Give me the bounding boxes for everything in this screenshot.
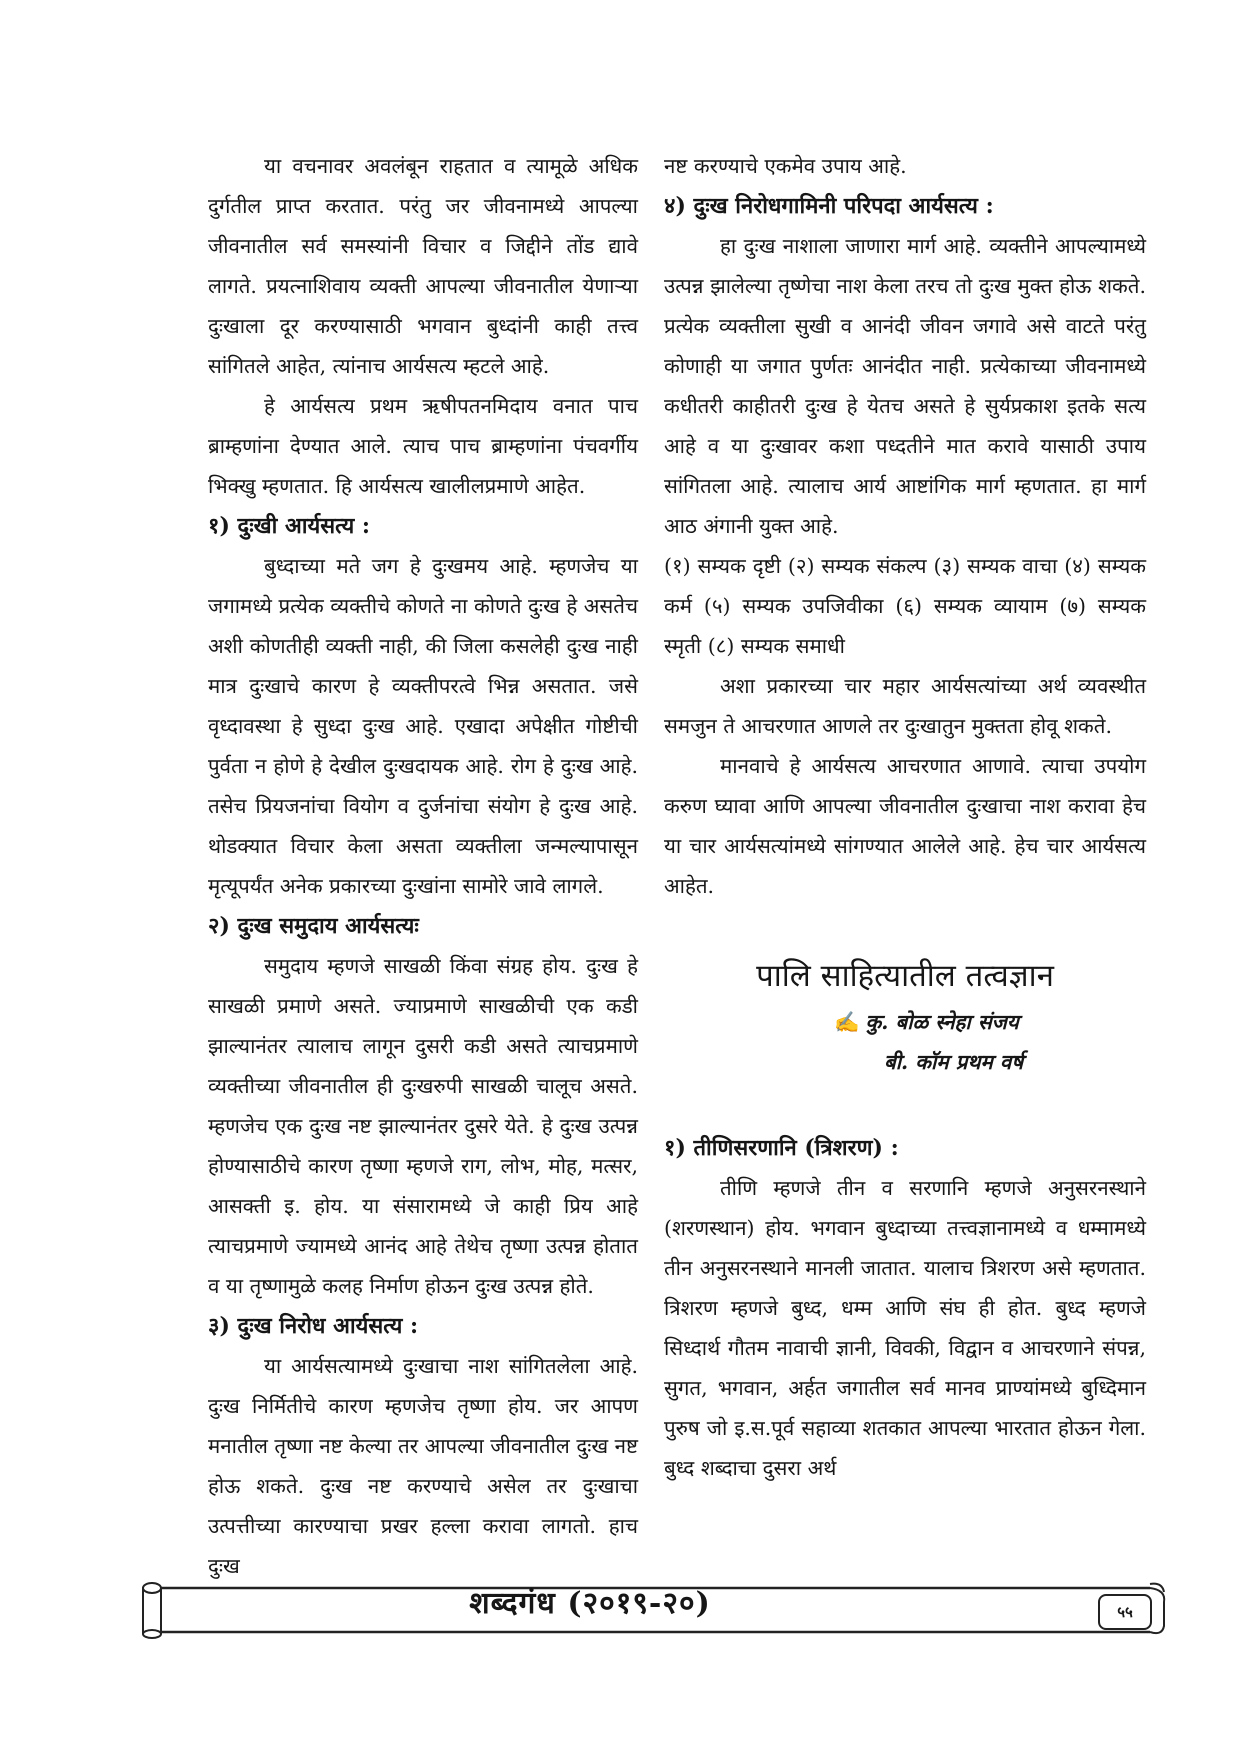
paragraph: समुदाय म्हणजे साखळी किंवा संग्रह होय. दुःख हे साखळी प्रमाणे असते. ज्याप्रमाणे साखळीची एक कडी झाल्यानंतर त्यालाच लागून दुसरी कडी असते त्याचप्रमाणे व्यक्तीच्या जीवनातील ही दुःखरुपी साखळी चालूच असते. म्हणजेच एक दुःख नष्ट झाल्यानंतर दुसरे येते. हे दुःख उत्पन्न होण्यासाठीचे कारण तृष्णा म्हणजे राग, लोभ, मोह, मत्सर, आसक्ती इ. होय. या संसारामध्ये जे काही प्रिय आहे त्याचप्रमाणे ज्यामध्ये आनंद आहे तेथेच तृष्णा उत्पन्न होतात व या तृष्णामुळे कलह निर्माण होऊन दुःख उत्पन्न होते. — [208, 954, 638, 1298]
paragraph: बुध्दाच्या मते जग हे दुःखमय आहे. म्हणजेच या जगामध्ये प्रत्येक व्यक्तीचे कोणते ना कोणते दुःख हे असतेच अशी कोणतीही व्यक्ती नाही, की जिला कसलेही दुःख नाही मात्र दुःखाचे कारण हे व्यक्तीपरत्वे भिन्न असतात. जसे वृध्दावस्था हे सुध्दा दुःख आहे. एखादा अपेक्षीत गोष्टीची पुर्वता न होणे हे देखील दुःखदायक आहे. रोग हे दुःख आहे. तसेच प्रियजनांचा वियोग व दुर्जनांचा संयोग हे दुःख आहे. थोडक्यात विचार केला असता व्यक्तीला जन्मल्यापासून मृत्यूपर्यंत अनेक प्रकारच्या दुःखांना सामोरे जावे लागले. — [208, 554, 638, 898]
paragraph: हे आर्यसत्य प्रथम ऋषीपतनमिदाय वनात पाच ब्राम्हणांना देण्यात आले. त्याच पाच ब्राम्हणांना पंचवर्गीय भिक्खु म्हणतात. हि आर्यसत्य खालीलप्रमाणे आहेत. — [208, 394, 638, 498]
right-column — [664, 146, 1146, 1488]
section-heading: ४) दुःख निरोधगामिनी परिपदा आर्यसत्य : — [664, 193, 994, 219]
paragraph: अशा प्रकारच्या चार महार आर्यसत्यांच्या अर्थ व्यवस्थीत समजुन ते आचरणात आणले तर दुःखातुन मुक्तता होवू शकते. — [664, 674, 1146, 738]
author-name: कु. बोळ स्नेहा संजय — [865, 1010, 1019, 1034]
paragraph: हा दुःख नाशाला जाणारा मार्ग आहे. व्यक्तीने आपल्यामध्ये उत्पन्न झालेल्या तृष्णेचा नाश केला तरच तो दुःख मुक्त होऊ शकते. प्रत्येक व्यक्तीला सुखी व आनंदी जीवन जगावे असे वाटते परंतु कोणाही या जगात पुर्णतः आनंदीत नाही. प्रत्येकाच्या जीवनामध्ये कधीतरी काहीतरी दुःख हे येतच असते हे सुर्यप्रकाश इतके सत्य आहे व या दुःखावर कशा पध्दतीने मात करावे यासाठी उपाय सांगितला आहे. त्यालाच आर्य आष्टांगिक मार्ग म्हणतात. हा मार्ग आठ अंगानी युक्त आहे. — [664, 234, 1146, 538]
article-title: पालि साहित्यातील तत्वज्ञान — [756, 958, 1054, 994]
paragraph: या आर्यसत्यामध्ये दुःखाचा नाश सांगितलेला आहे. दुःख निर्मितीचे कारण म्हणजेच तृष्णा होय. जर आपण मनातील तृष्णा नष्ट केल्या तर आपल्या जीवनातील दुःख नष्ट होऊ शकते. दुःख नष्ट करण्याचे असेल तर दुःखाचा उत्पत्तीच्या कारण्याचा प्रखर हल्ला करावा लागतो. हाच दुःख — [208, 1354, 638, 1578]
paragraph: या वचनावर अवलंबून राहतात व त्यामूळे अधिक दुर्गतील प्राप्त करतात. परंतु जर जीवनामध्ये आपल्या जीवनातील सर्व समस्यांनी विचार व जिद्दीने तोंड द्यावे लागते. प्रयत्नाशिवाय व्यक्ती आपल्या जीवनातील येणाऱ्या दुःखाला दूर करण्यासाठी भगवान बुध्दांनी काही तत्त्व सांगितले आहेत, त्यांनाच आर्यसत्य म्हटले आहे. — [208, 154, 638, 378]
footer-banner — [140, 1580, 1170, 1640]
paragraph: (१) सम्यक दृष्टी (२) सम्यक संकल्प (३) सम्यक वाचा (४) सम्यक कर्म (५) सम्यक उपजिवीका (६) सम्यक व्यायाम (७) सम्यक स्मृती (८) सम्यक समाधी — [664, 554, 1146, 658]
paragraph: मानवाचे हे आर्यसत्य आचरणात आणावे. त्याचा उपयोग करुण घ्यावा आणि आपल्या जीवनातील दुःखाचा नाश करावा हेच या चार आर्यसत्यांमध्ये सांगण्यात आलेले आहे. हेच चार आर्यसत्य आहेत. — [664, 754, 1146, 898]
spacer — [664, 1082, 1146, 1128]
section-heading: ३) दुःख निरोध आर्यसत्य : — [208, 1313, 419, 1339]
author-byline — [664, 1002, 1146, 1042]
paragraph: तीणि म्हणजे तीन व सरणानि म्हणजे अनुसरनस्थाने (शरणस्थान) होय. भगवान बुध्दाच्या तत्त्वज्ञानामध्ये व धम्मामध्ये तीन अनुसरनस्थाने मानली जातात. यालाच त्रिशरण असे म्हणतात. त्रिशरण म्हणजे बुध्द, धम्म आणि संघ ही होत. बुध्द म्हणजे सिध्दार्थ गौतम नावाची ज्ञानी, विवकी, विद्वान व आचरणाने संपन्न, सुगत, भगवान, अर्हत जगातील सर्व मानव प्राण्यांमध्ये बुध्दिमान पुरुष जो इ.स.पूर्व सहाव्या शतकात आपल्या भारतात होऊन गेला. बुध्द शब्दाचा दुसरा अर्थ — [664, 1176, 1146, 1480]
section-heading: १) दुःखी आर्यसत्य : — [208, 513, 371, 539]
left-column — [208, 146, 638, 1586]
pen-icon: ✍ — [834, 1010, 860, 1034]
publication-title: शब्दगंध (२०१९-२०) — [469, 1586, 711, 1621]
section-heading: १) तीणिसरणानि (त्रिशरण) : — [664, 1135, 899, 1161]
paragraph: नष्ट करण्याचे एकमेव उपाय आहे. — [664, 154, 907, 178]
section-heading: २) दुःख समुदाय आर्यसत्यः — [208, 913, 419, 939]
page-number: ५५ — [1098, 1594, 1152, 1630]
author-class: बी. कॉम प्रथम वर्ष — [884, 1050, 1024, 1074]
